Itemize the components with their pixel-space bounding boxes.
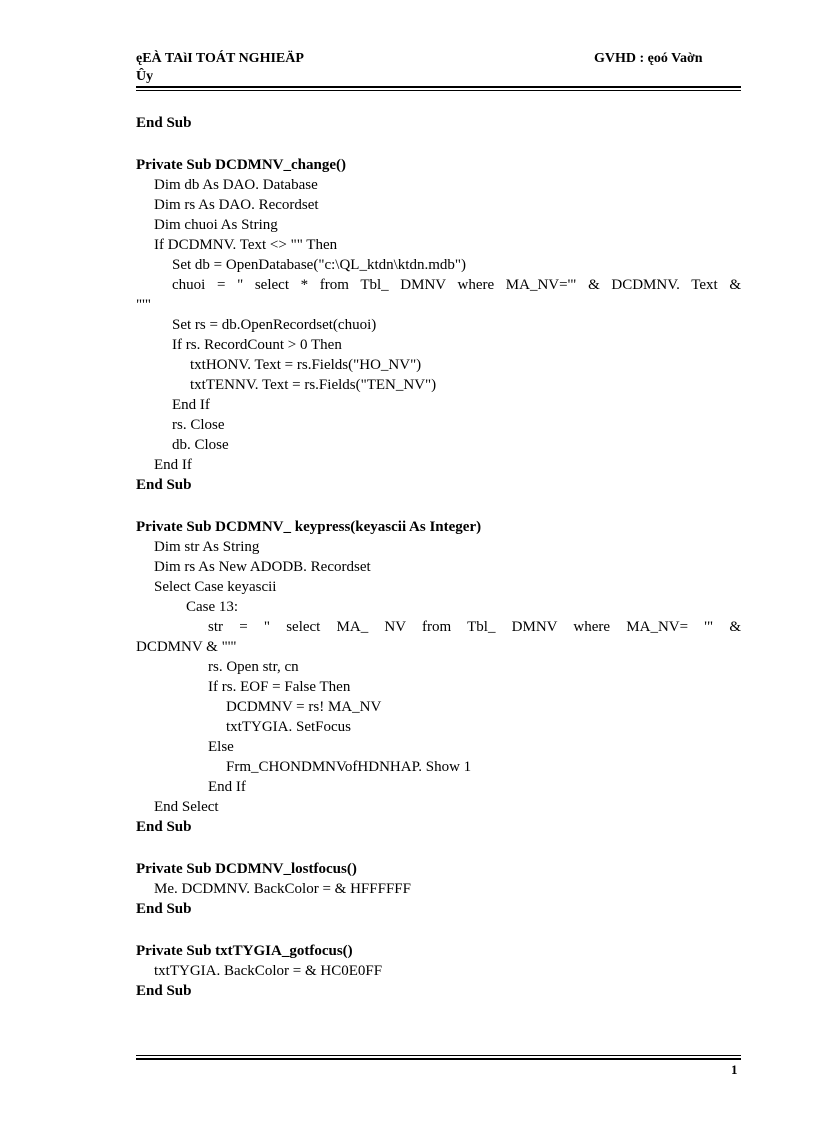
header-supervisor: GVHD : ęoó Vaờn (594, 51, 703, 66)
code-line: If rs. EOF = False Then (208, 679, 351, 695)
footer-rule-top (136, 1055, 741, 1056)
header-title-line1: ęEÀ TAìI TOÁT NGHIEÄP (136, 51, 304, 66)
page-number: 1 (731, 1062, 738, 1077)
code-line: db. Close (172, 437, 229, 453)
code-line: chuoi = " select * from Tbl_ DMNV where MA_NV='" & DCDMNV. Text & (172, 277, 741, 293)
code-line: End If (154, 457, 192, 473)
header-title-line2: Ûy (136, 69, 154, 84)
code-line: Dim rs As New ADODB. Recordset (154, 559, 371, 575)
code-line: txtTYGIA. SetFocus (226, 719, 351, 735)
code-line: txtHONV. Text = rs.Fields("HO_NV") (190, 357, 422, 373)
code-line: End Sub (136, 819, 192, 835)
code-line: DCDMNV & "'" (136, 639, 237, 655)
code-line: Case 13: (186, 599, 239, 615)
code-line: Dim str As String (154, 539, 260, 555)
code-line: If DCDMNV. Text <> "" Then (154, 237, 338, 253)
code-line: Private Sub DCDMNV_ keypress(keyascii As Integer) (136, 519, 482, 535)
code-line: End If (208, 779, 246, 795)
code-line: End Sub (136, 115, 192, 131)
code-line: "'" (136, 297, 151, 313)
code-line: Private Sub txtTYGIA_gotfocus() (136, 943, 353, 959)
code-line: Select Case keyascii (154, 579, 277, 595)
code-line: Dim rs As DAO. Recordset (154, 197, 319, 213)
code-line: End Sub (136, 477, 192, 493)
code-line: Else (208, 739, 234, 755)
code-line: txtTYGIA. BackColor = & HC0E0FF (154, 963, 383, 979)
code-line: Set rs = db.OpenRecordset(chuoi) (172, 317, 377, 333)
code-line: End Sub (136, 983, 192, 999)
code-listing (136, 113, 741, 1001)
header-rule-top (136, 86, 741, 88)
code-line: Private Sub DCDMNV_change() (136, 157, 346, 173)
code-line: End Sub (136, 901, 192, 917)
code-line: Frm_CHONDMNVofHDNHAP. Show 1 (226, 759, 472, 775)
code-line: End Select (154, 799, 219, 815)
code-line: rs. Open str, cn (208, 659, 299, 675)
footer-rule-bottom (136, 1058, 741, 1060)
code-line: Set db = OpenDatabase("c:\QL_ktdn\ktdn.mdb") (172, 257, 466, 273)
code-line: Dim db As DAO. Database (154, 177, 318, 193)
code-line: txtTENNV. Text = rs.Fields("TEN_NV") (190, 377, 437, 393)
code-line: rs. Close (172, 417, 225, 433)
code-line: Me. DCDMNV. BackColor = & HFFFFFF (154, 881, 411, 897)
code-line: DCDMNV = rs! MA_NV (226, 699, 382, 715)
code-line: If rs. RecordCount > 0 Then (172, 337, 342, 353)
header-rule-bottom (136, 90, 741, 91)
code-line: Private Sub DCDMNV_lostfocus() (136, 861, 357, 877)
code-line: Dim chuoi As String (154, 217, 278, 233)
header-title (136, 50, 304, 86)
code-line: str = " select MA_ NV from Tbl_ DMNV where MA_NV= '" & (208, 619, 741, 635)
code-line: End If (172, 397, 210, 413)
